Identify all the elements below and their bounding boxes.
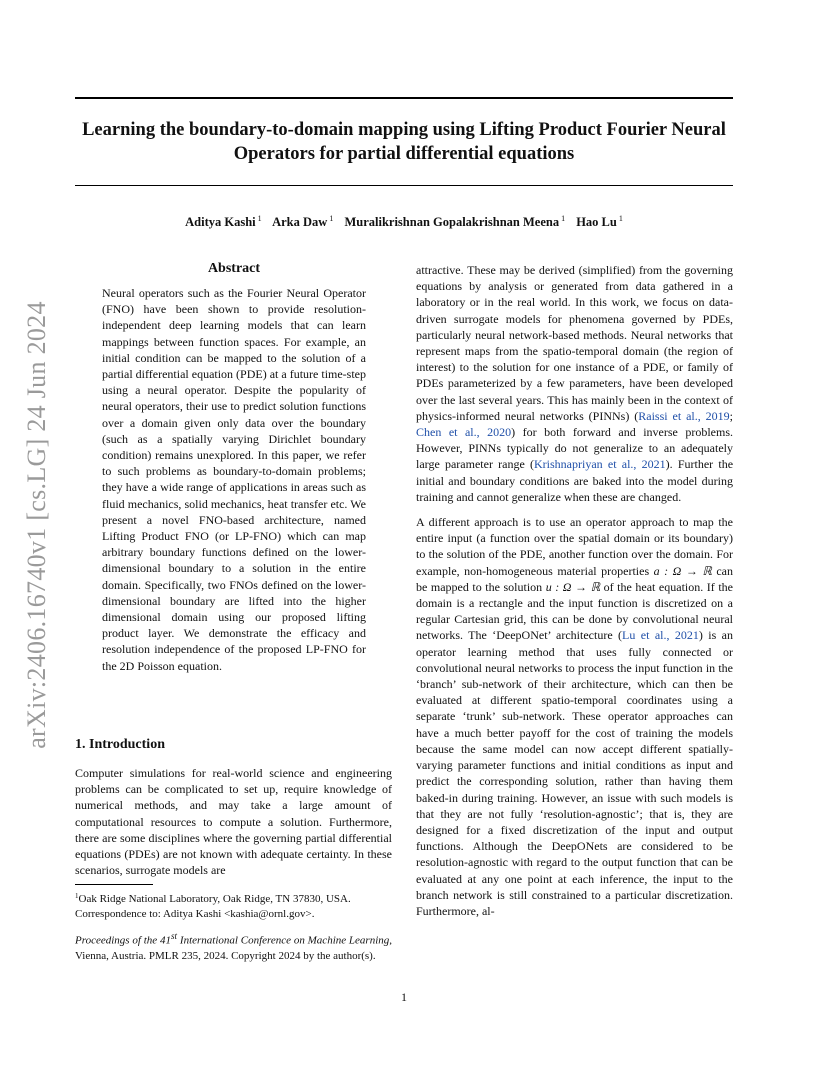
author-name: Muralikrishnan Gopalakrishnan Meena [344,215,560,229]
proceedings-ordinal: 41 [159,934,171,947]
text-run: can be mapped to the solution [416,563,734,594]
proceedings-ordinal-suffix: st [170,931,178,941]
author-name: Aditya Kashi [185,215,256,229]
introduction-paragraph-left: Computer simulations for real-world science and engineering problems can be complicated to set up, require knowledge of numerical methods, and may take a large amount of computational resources to compute a solution. Furthermore, there are some disciplines where the governing partial differential equations (PDEs) are not known with adequate certainty. In these scenarios, surrogate models are [75,766,392,878]
text-run: of the heat equation. If the domain is a rectangle and the input function is discretized on a regular Cartesian grid, this can be done by convolutional neural networks. The ‘DeepONet’ architecture ( [416,579,733,643]
citation-link[interactable]: Krishnapriyan et al., 2021 [534,457,666,472]
paper-title: Learning the boundary-to-domain mapping using Lifting Product Fourier Neural Operators for partial differential equations [82,120,726,164]
proceedings-prefix: Proceedings of the [75,934,158,947]
title-top-rule [75,97,733,99]
text-run: ; [729,408,733,423]
author-affiliation: 1 [257,214,262,223]
proceedings-conference: International Conference on Machine Learning [179,934,390,947]
author-name: Arka Daw [272,215,328,229]
text-run: ). Further the initial and boundary conditions are baked into the model during training and cannot generalize when these are changed. [416,457,734,504]
math-inline: a : Ω → ℝ [653,563,712,578]
text-run: ) for both forward and inverse problems. However, PINNs typically do not generalize to an adequately large parameter range ( [416,425,733,472]
author-name: Hao Lu [576,215,617,229]
citation-link[interactable]: Raissi et al., 2019 [638,408,730,423]
page-number: 1 [401,990,407,1004]
author-list [75,214,733,230]
intro-paragraph-right-2 [416,514,733,919]
proceedings-details: , Vienna, Austria. PMLR 235, 2024. Copyright 2024 by the author(s). [75,934,393,962]
footnote-mark: 1 [75,892,79,900]
abstract-body: Neural operators such as the Fourier Neural Operator (FNO) have been shown to provide resolution-independent deep learning models that can learn mappings between function spaces. For example, an initial condition can be mapped to the solution of a partial differential equation (PDE) at a future time-step using a neural operator. Despite the popularity of neural operators, their use to predict solution functions over a domain given only data over the boundary (such as a spatially varying Dirichlet boundary condition) remains unexplored. In this paper, we refer to such problems as boundary-to-domain problems; they have a wide range of applications in areas such as fluid mechanics, solid mechanics, heat transfer etc. We present a novel FNO-based architecture, named Lifting Product FNO (or LP-FNO) which can map arbitrary boundary functions defined on the lower-dimensional boundary to a solution in the entire domain. Specifically, two FNOs defined on the lower-dimensional boundary are lifted into the higher dimensional domain using our proposed lifting product layer. We demonstrate the efficacy and resolution independence of the proposed LP-FNO for the 2D Poisson equation. [102,286,367,673]
title-bottom-rule [75,185,733,186]
author-affiliation: 1 [561,214,566,223]
author-affiliation: 1 [329,214,334,223]
footnote-rule [75,884,153,885]
text-run: A different approach is to use an operator approach to map the entire input (a function over the spatial domain or its boundary) to the solution of the PDE, another function over the domain. For example, non-homogeneous material properties [416,515,733,578]
citation-link[interactable]: Chen et al., 2020 [416,425,512,440]
citation-link[interactable]: Lu et al., 2021 [622,628,699,643]
text-run: ) is an operator learning method that uses fully connected or convolutional neural networks to process the input function in the ‘branch’ sub-network of their architecture, which can then be evaluated at different spatio-temporal coordinates using a separate ‘trunk’ sub-network. These operator approaches can have a much better payoff for the cost of training the models because the same model can now accept different spatially-varying parameter functions and initial conditions as input and predict the corresponding solution, rather than having them baked-in during training. However, an issue with such models is that they are not fully ‘resolution-agnostic’; that is, they are designed for a fixed discretization of the input and output functions. Although the DeepONets are considered to be resolution-agnostic with regard to the output function that can be evaluated at any one point at each inference, the input to the branch network is still constrained to a particular discretization. Furthermore, al- [416,628,734,918]
introduction-heading: 1. Introduction [75,737,165,752]
proceedings-note [75,929,392,964]
right-column [416,262,733,928]
text-run: attractive. These may be derived (simplified) from the governing equations by analysis or generated from data gathered in a laboratory or in the real world. In this work, we focus on data-driven surrogate models for phenomena governed by PDEs, particularly neural network-based methods. Neural networks that represent maps from the spatio-temporal domain (the region of interest) to the solution for one instance of a PDE, or family of PDEs parameterized by a few parameters, have been developed over the last several years. This has mainly been in the context of physics-informed neural networks (PINNs) ( [416,263,733,423]
intro-paragraph-right-1 [416,262,733,505]
author-affiliation: 1 [618,214,623,223]
math-inline: u : Ω → ℝ [545,579,601,594]
footnote-text: Oak Ridge National Laboratory, Oak Ridge, TN 37830, USA. Correspondence to: Aditya Kashi <kashia@ornl.gov>. [75,893,351,920]
arxiv-stamp [16,290,58,760]
affiliation-footnote [75,889,392,922]
abstract-heading: Abstract [207,261,261,276]
arxiv-identifier: arXiv:2406.16740v1 [cs.LG] 24 Jun 2024 [22,301,52,749]
